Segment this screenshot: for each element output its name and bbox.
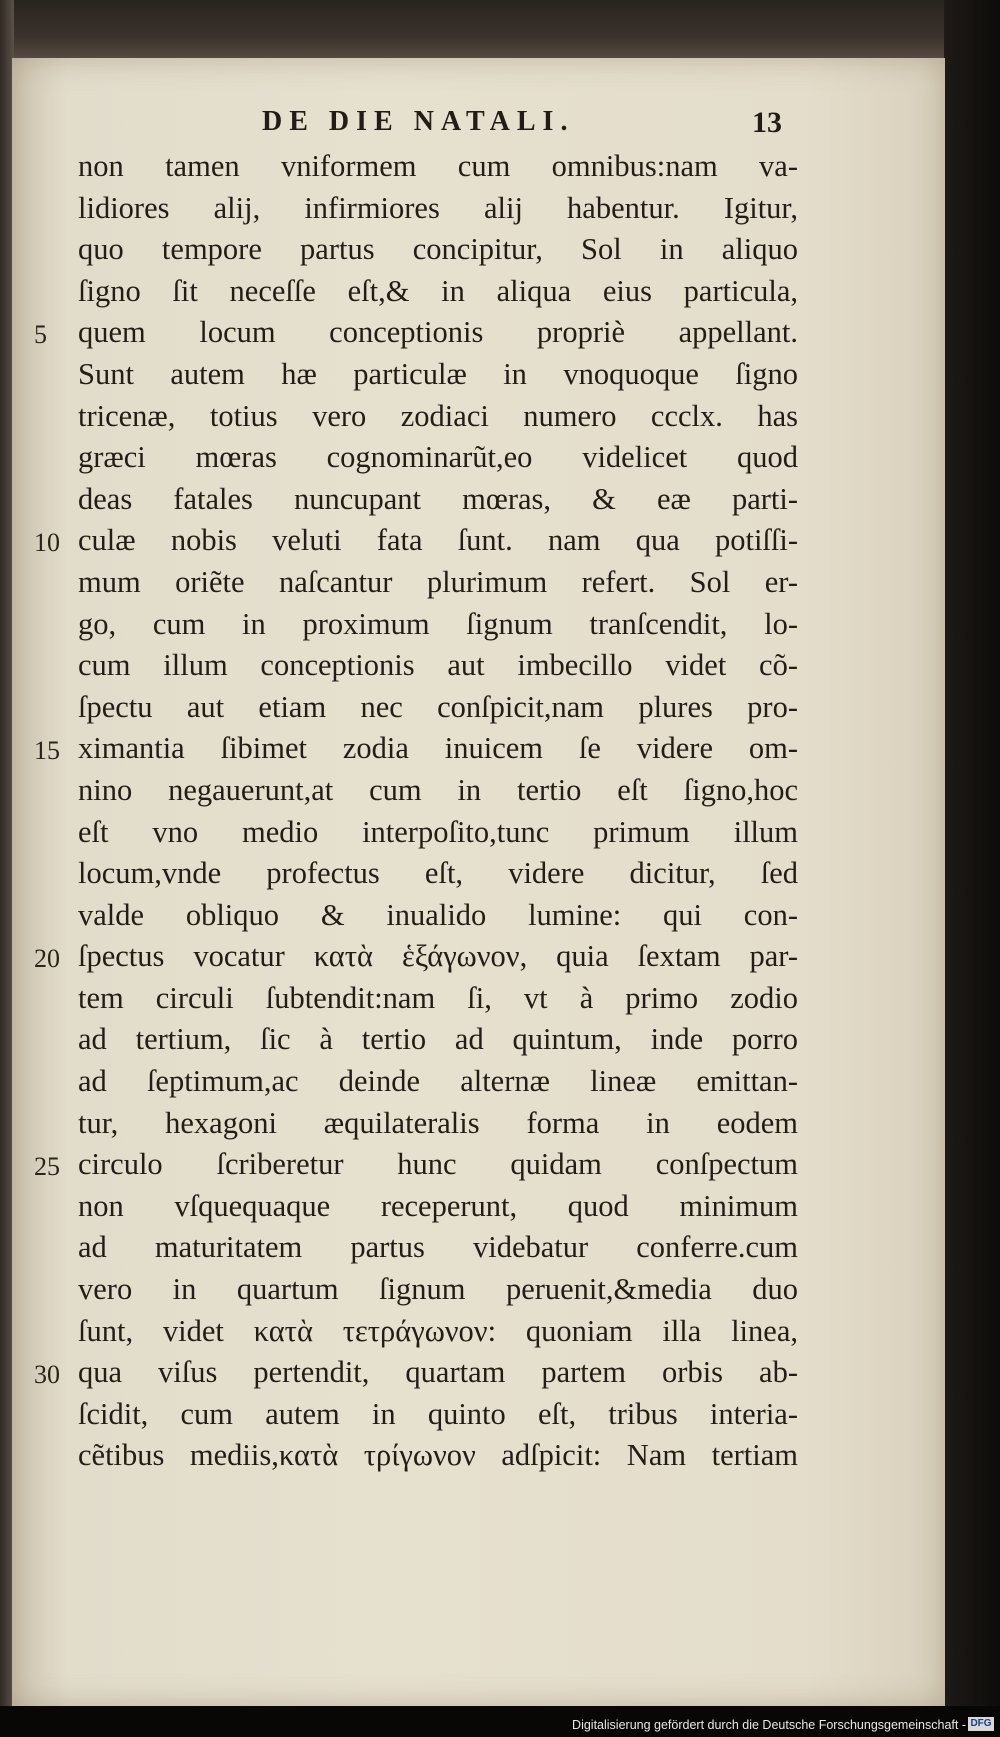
scan-top-edge [0, 0, 1000, 62]
running-head: DE DIE NATALI. [262, 106, 575, 137]
text-line: valde obliquo & inualido lumine: qui con- [78, 897, 798, 932]
text-line: locum,vnde profectus eſt, videre dicitur, ſed [78, 856, 798, 891]
text-line: non vſquequaque receperunt, quod minimum [78, 1188, 798, 1223]
text-line: tur, hexagoni æquilateralis forma in eodem [78, 1105, 798, 1140]
text-line: ſpectu aut etiam nec conſpicit,nam plures pro- [78, 689, 798, 724]
text-line: ſpectus vocatur κατὰ ἑξάγωνον, quia ſextam par- [78, 939, 798, 974]
text-line: tricenæ, totius vero zodiaci numero ccclx. has [78, 398, 798, 433]
text-line: non tamen vniformem cum omnibus:nam va- [78, 149, 798, 183]
text-line: ad ſeptimum,ac deinde alternæ lineæ emittan- [78, 1064, 798, 1099]
margin-line-number: 10 [34, 528, 60, 558]
text-line: ſunt, videt κατὰ τετράγωνον: quoniam illa linea, [78, 1313, 798, 1348]
text-line: mum oriẽte naſcantur plurimum refert. Sol er- [78, 564, 798, 599]
text-line: ad tertium, ſic à tertio ad quintum, inde porro [78, 1022, 798, 1057]
page-number: 13 [752, 106, 782, 139]
dfg-logo-icon: DFG [968, 1717, 994, 1731]
margin-line-number: 15 [34, 736, 60, 766]
margin-line-number: 30 [34, 1360, 60, 1390]
text-line: cẽtibus mediis,κατὰ τρίγωνον adſpicit: Nam tertiam [78, 1438, 798, 1473]
text-line: circulo ſcriberetur hunc quidam conſpectum [78, 1147, 798, 1182]
margin-line-number: 20 [34, 944, 60, 974]
text-line: vero in quartum ſignum peruenit,&media duo [78, 1272, 798, 1307]
text-line: quem locum conceptionis propriè appellant. [78, 315, 798, 350]
text-line: græci mœras cognominarũt,eo videlicet quod [78, 440, 798, 475]
digitization-credit: Digitalisierung gefördert durch die Deutsche Forschungsgemeinschaft - [572, 1718, 966, 1732]
text-line: ſcidit, cum autem in quinto eſt, tribus interia- [78, 1396, 798, 1431]
text-line: ſigno ſit neceſſe eſt,& in aliqua eius particula, [78, 273, 798, 308]
text-line: eſt vno medio interpoſito,tunc primum illum [78, 814, 798, 849]
scan-right-edge [944, 0, 1000, 1737]
text-line: ad maturitatem partus videbatur conferre.cum [78, 1230, 798, 1265]
text-line: tem circuli ſubtendit:nam ſi, vt à primo zodio [78, 980, 798, 1015]
text-line: quo tempore partus concipitur, Sol in aliquo [78, 232, 798, 267]
text-line: cum illum conceptionis aut imbecillo videt cõ- [78, 648, 798, 683]
text-line: go, cum in proximum ſignum tranſcendit, lo- [78, 606, 798, 641]
margin-line-number: 5 [34, 320, 47, 350]
text-line: ximantia ſibimet zodia inuicem ſe videre om- [78, 731, 798, 766]
margin-line-number: 25 [34, 1152, 60, 1182]
text-line: qua viſus pertendit, quartam partem orbis ab- [78, 1355, 798, 1390]
text-line: lidiores alij, infirmiores alij habentur. Igitur, [78, 190, 798, 225]
text-line: deas fatales nuncupant mœras, & eæ parti- [78, 481, 798, 516]
text-line: nino negauerunt,at cum in tertio eſt ſigno,hoc [78, 772, 798, 807]
body-text [78, 146, 798, 1477]
paper-sheet [12, 58, 945, 1706]
text-line: Sunt autem hæ particulæ in vnoquoque ſigno [78, 356, 798, 391]
text-line: culæ nobis veluti fata ſunt. nam qua potiſſi- [78, 523, 798, 558]
